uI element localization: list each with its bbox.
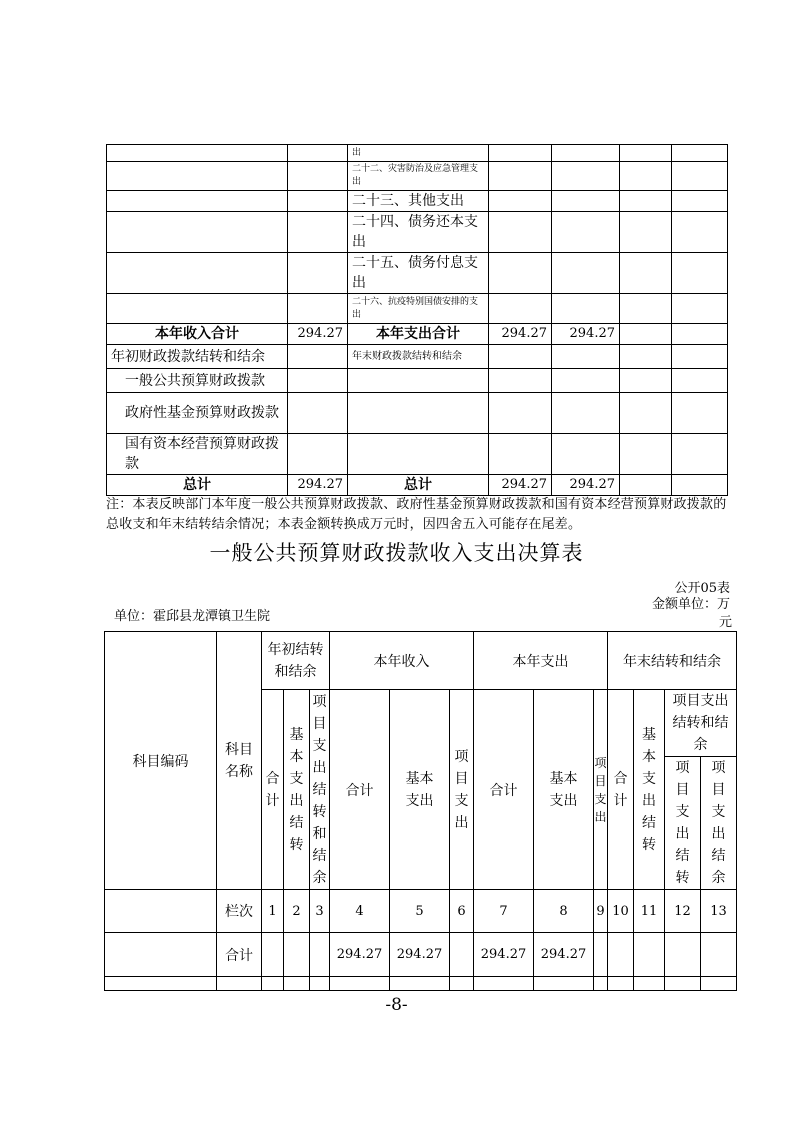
grand-total-row [107,475,728,496]
expense-item: 出 [348,145,489,162]
header-income-total: 合计 [330,690,390,890]
index-cell: 8 [534,890,594,933]
money-unit-line2: 元 [718,615,732,630]
index-cell: 3 [310,890,330,933]
header-code: 科目编码 [105,632,217,890]
table-row [107,162,728,191]
table-row [107,253,728,294]
total-expense-basic: 294.27 [534,933,594,977]
header-end-proj: 项目支出结转和结余 [665,690,737,757]
index-row [105,890,737,933]
header-expense-basic: 基本支出 [534,690,594,890]
expense-total-value: 294.27 [489,324,552,345]
header-begin-basic: 基本支出结转 [284,690,310,890]
expense-total-basic: 294.27 [552,324,620,345]
table-row [107,145,728,162]
table-row [107,345,728,369]
money-unit [652,596,732,632]
carry-sub-general: 一般公共预算财政拨款 [107,369,288,393]
total-income-basic: 294.27 [390,933,450,977]
expense-item: 二十四、债务还本支出 [348,212,489,253]
table-row [107,393,728,434]
index-label: 栏次 [217,890,262,933]
index-cell: 2 [284,890,310,933]
annual-total-row [107,324,728,345]
page-title: 一般公共预算财政拨款收入支出决算表 [209,541,584,565]
index-cell: 13 [701,890,737,933]
expense-item: 二十三、其他支出 [348,191,489,212]
header-name: 科目名称 [217,632,262,890]
header-begin-proj: 项目支出结转和结余 [310,690,330,890]
header-end-proj-carry: 项目支出结转 [665,757,701,890]
carry-sub-fund: 政府性基金预算财政拨款 [107,393,288,434]
table-note: 注：本表反映部门本年度一般公共预算财政拨款、政府性基金预算财政拨款和国有资本经营预算财政拨款的总收支和年末结转结余情况；本表金额转换成万元时，因四舍五入可能存在尾差。 [106,497,727,532]
income-total-value: 294.27 [288,324,348,345]
header-income: 本年收入 [330,632,474,690]
total-expense: 294.27 [474,933,534,977]
header-expense-total: 合计 [474,690,534,890]
carry-sub-capital: 国有资本经营预算财政拨款 [107,434,288,475]
table-row [107,191,728,212]
header-income-basic: 基本支出 [390,690,450,890]
index-cell: 12 [665,890,701,933]
table-row [107,212,728,253]
grand-total-label-left: 总计 [107,475,288,496]
table-row [107,434,728,475]
table-row [107,294,728,324]
index-cell: 10 [608,890,634,933]
index-cell: 9 [594,890,608,933]
header-end: 年末结转和结余 [608,632,737,690]
index-cell: 5 [390,890,450,933]
header-row [105,632,737,690]
table-row [107,369,728,393]
expense-item: 二十六、抗疫特别国债安排的支出 [348,294,489,324]
expense-total-label: 本年支出合计 [348,324,489,345]
grand-total-right: 294.27 [489,475,552,496]
header-end-basic: 基本支出结转 [634,690,665,890]
grand-total-right-basic: 294.27 [552,475,620,496]
grand-total-label-right: 总计 [348,475,489,496]
header-expense: 本年支出 [474,632,608,690]
header-begin-total: 合计 [262,690,284,890]
page-number: -8- [385,995,408,1015]
general-budget-table [104,631,737,991]
header-income-proj: 项目支出 [450,690,474,890]
money-unit-line1: 金额单位：万 [652,597,731,612]
header-end-total: 合计 [608,690,634,890]
expense-item: 二十五、债务付息支出 [348,253,489,294]
total-label: 合计 [217,933,262,977]
income-expense-summary-table [106,144,728,496]
grand-total-left: 294.27 [288,475,348,496]
index-cell: 6 [450,890,474,933]
unit-organization: 单位：霍邱县龙潭镇卫生院 [114,609,271,624]
index-cell: 1 [262,890,284,933]
total-row [105,933,737,977]
header-begin: 年初结转和结余 [262,632,330,690]
index-cell: 7 [474,890,534,933]
carry-in-label: 年初财政拨款结转和结余 [107,345,288,369]
header-end-proj-balance: 项目支出结余 [701,757,737,890]
table-code: 公开05表 [674,581,730,596]
total-income: 294.27 [330,933,390,977]
expense-item: 二十二、灾害防治及应急管理支出 [348,162,489,191]
header-expense-proj: 项目支出 [594,690,608,890]
index-cell: 11 [634,890,665,933]
carry-out-label: 年末财政拨款结转和结余 [348,345,489,369]
table-row [105,977,737,991]
income-total-label: 本年收入合计 [107,324,288,345]
index-cell: 4 [330,890,390,933]
